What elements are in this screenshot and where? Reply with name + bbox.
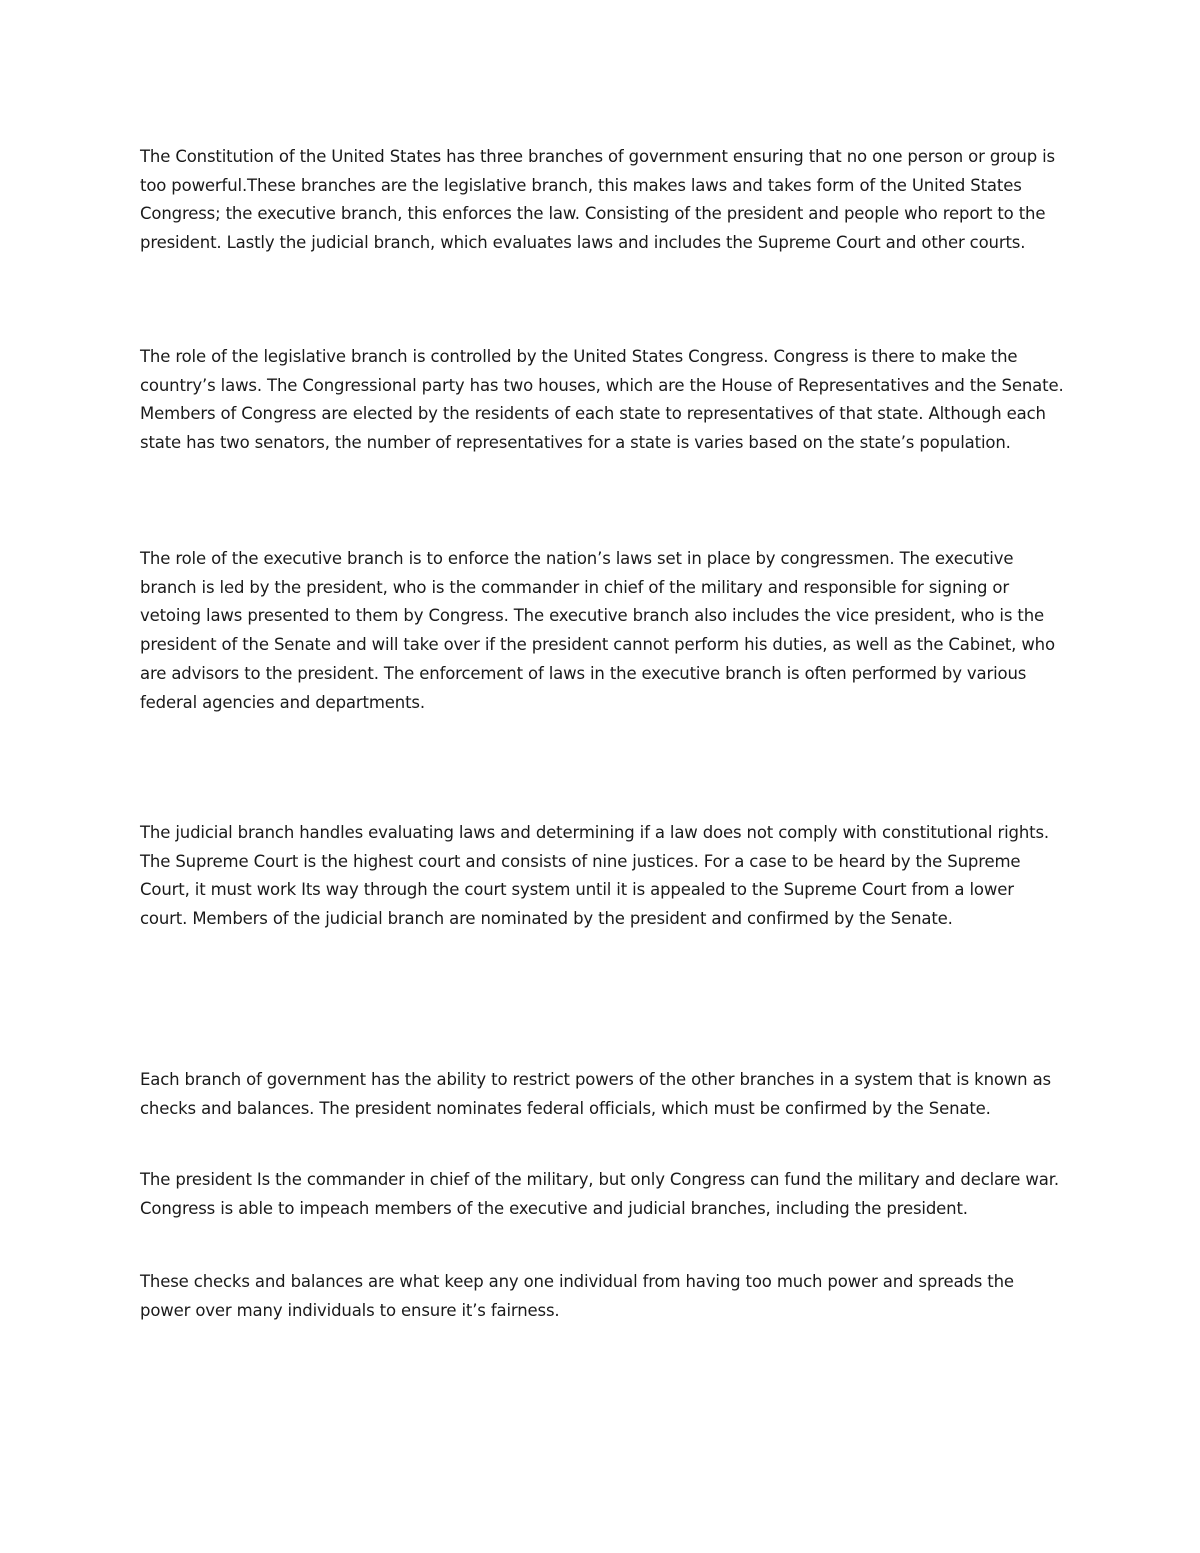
paragraph-intro: The Constitution of the United States has three branches of government ensuring that no one person or group is too powerful.These branches are the legislative branch, this makes laws and takes form of the United States Congress; the executive branch, this enforces the law. Consisting of the president and people who report to the president. Lastly the judicial branch, which evaluates laws and includes the Supreme Court and other courts. [140, 147, 1055, 253]
paragraph-military: The president Is the commander in chief of the military, but only Congress can fund the military and declare war. Congress is able to impeach members of the executive and judicial branches, including the president. [140, 1170, 1059, 1218]
paragraph-executive: The role of the executive branch is to enforce the nation’s laws set in place by congressmen. The executive branch is led by the president, who is the commander in chief of the military and responsible for signing or vetoing laws presented to them by Congress. The executive branch also includes the vice president, who is the president of the Senate and will take over if the president cannot perform his duties, as well as the Cabinet, who are advisors to the president. The enforcement of laws in the executive branch is often performed by various federal agencies and departments. [140, 549, 1055, 712]
paragraph-checks-balances: Each branch of government has the ability to restrict powers of the other branches in a system that is known as checks and balances. The president nominates federal officials, which must be confirmed by the Senate. [140, 1070, 1051, 1118]
paragraph-conclusion: These checks and balances are what keep any one individual from having too much power and spreads the power over many individuals to ensure it’s fairness. [140, 1272, 1014, 1320]
paragraph-judicial: The judicial branch handles evaluating laws and determining if a law does not comply with constitutional rights. The Supreme Court is the highest court and consists of nine justices. For a case to be heard by the Supreme Court, it must work Its way through the court system until it is appealed to the Supreme Court from a lower court. Members of the judicial branch are nominated by the president and confirmed by the Senate. [140, 823, 1050, 929]
paragraph-legislative: The role of the legislative branch is controlled by the United States Congress. Congress is there to make the country’s laws. The Congressional party has two houses, which are the House of Representatives and the Senate. Members of Congress are elected by the residents of each state to representatives of that state. Although each state has two senators, the number of representatives for a state is varies based on the state’s population. [140, 347, 1064, 453]
